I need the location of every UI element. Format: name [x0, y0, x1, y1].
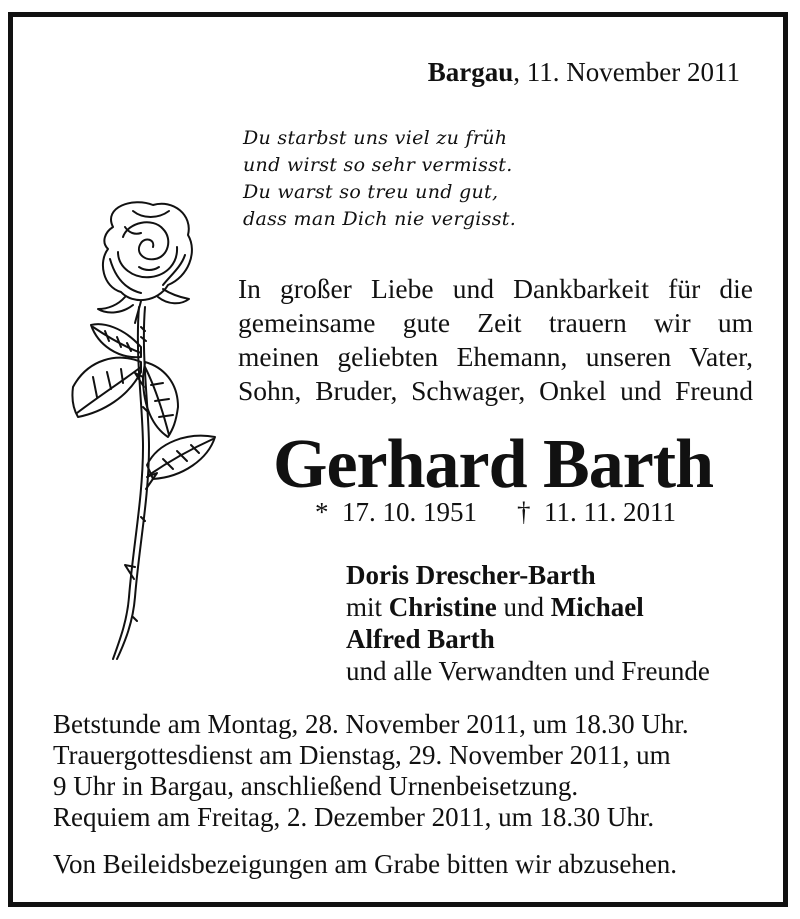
intro-line: Sohn, Bruder, Schwager, Onkel und Freund	[238, 375, 753, 406]
poem	[243, 125, 516, 233]
mourner-name: Doris Drescher-Barth	[346, 560, 596, 590]
mourner-line	[346, 591, 710, 623]
intro-text	[238, 272, 753, 408]
intro-line: meinen geliebten Ehemann, unseren Vater,	[238, 341, 753, 372]
rose-drawing-icon	[63, 197, 223, 662]
intro-line: In großer Liebe und Dankbarkeit für die	[238, 273, 753, 304]
death-date: 11. 11. 2011	[544, 497, 676, 527]
mourner-text: und	[496, 592, 551, 622]
death-symbol: †	[517, 497, 531, 527]
date: , 11. November 2011	[513, 57, 740, 87]
intro-line: gemeinsame gute Zeit trauern wir um	[238, 307, 753, 338]
service-line: Betstunde am Montag, 28. November 2011, um 18.30 Uhr.	[53, 709, 689, 739]
poem-line: dass man Dich nie vergisst.	[243, 208, 517, 230]
mourner-name: Michael	[550, 592, 644, 622]
deceased-name: Gerhard Barth	[273, 426, 714, 503]
poem-line: Du warst so treu und gut,	[243, 181, 499, 203]
poem-line: und wirst so sehr vermisst.	[243, 154, 513, 176]
mourner-name: Christine	[388, 592, 497, 622]
mourner-text: mit	[346, 592, 389, 622]
place-date	[428, 57, 740, 88]
service-line: 9 Uhr in Bargau, anschließend Urnenbeisetzung.	[53, 771, 579, 801]
obituary-frame	[8, 12, 788, 907]
birth-date: 17. 10. 1951	[342, 497, 477, 527]
service-line: Trauergottesdienst am Dienstag, 29. November 2011, um	[53, 740, 671, 770]
birth-symbol: *	[315, 497, 329, 527]
mourner-name: Alfred Barth	[346, 624, 495, 654]
closing-note: Von Beileidsbezeigungen am Grabe bitten wir abzusehen.	[53, 849, 678, 879]
service-line: Requiem am Freitag, 2. Dezember 2011, um 18.30 Uhr.	[53, 802, 655, 832]
mourners	[346, 559, 710, 687]
mourner-text: und alle Verwandten und Freunde	[346, 656, 710, 686]
service-details	[53, 709, 689, 833]
life-dates	[315, 497, 676, 528]
place: Bargau	[427, 57, 514, 87]
poem-line: Du starbst uns viel zu früh	[243, 127, 508, 149]
